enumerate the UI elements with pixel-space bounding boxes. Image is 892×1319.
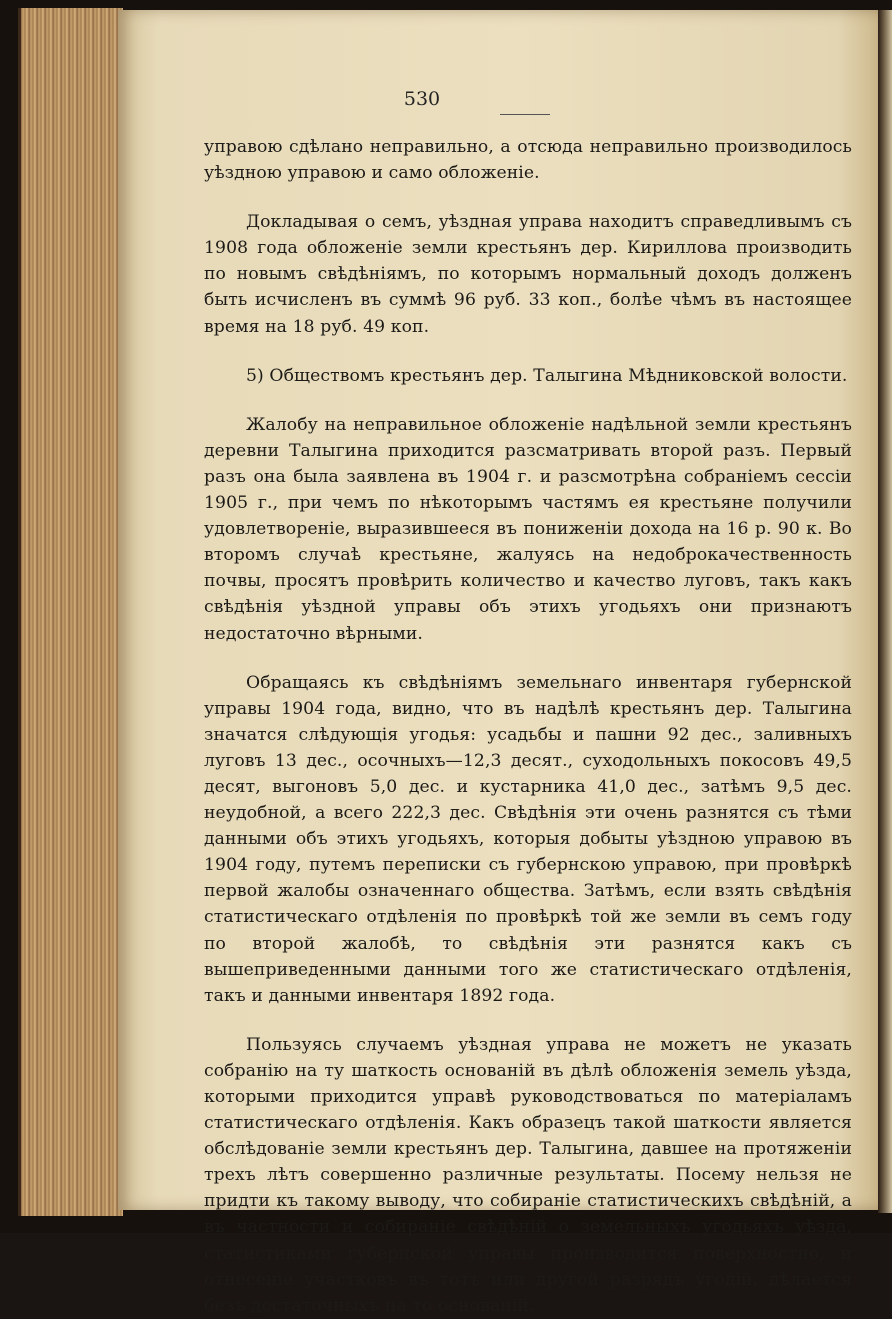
paragraph-4: Обращаясь къ свѣдѣніямъ земельнаго инвентаря губернской управы 1904 года, видно, что въ надѣлѣ крестьянъ дер. Талыгина значатся слѣдующія угодья: усадьбы и пашни 92 дес., заливныхъ луговъ 13 дес., осочныхъ—12,3 десят., суходольныхъ покосовъ 49,5 десят, выгоновъ 5,0 дес. и кустарника 41,0 дес., затѣмъ 9,5 дес. неудобной, а всего 222,3 дес. Свѣдѣнія эти очень разнятся съ тѣми данными объ этихъ угодьяхъ, которыя добыты уѣздною управою въ 1904 году, путемъ переписки съ губернскою управою, при провѣркѣ первой жалобы означеннаго общества. Затѣмъ, если взять свѣдѣнія статистическаго отдѣленія по провѣркѣ той же земли въ семъ году по второй жалобѣ, то свѣдѣнія эти разнятся какъ съ вышеприведенными данными того же статистическаго отдѣленія, такъ и данными инвентаря 1892 года.: [204, 672, 852, 1006]
paragraph-3: Жалобу на неправильное обложеніе надѣльной земли крестьянъ деревни Талыгина приходится разсматривать второй разъ. Первый разъ она была заявлена въ 1904 г. и разсмотрѣна собраніемъ сессіи 1905 г., при чемъ по нѣкоторымъ частямъ ея крестьяне получили удовлетвореніе, выразившееся въ пониженіи дохода на 16 р. 90 к. Во второмъ случаѣ крестьяне, жалуясь на недоброкачественность почвы, просятъ провѣрить количество и качество луговъ, такъ какъ свѣдѣнія уѣздной управы объ этихъ угодьяхъ они признаютъ недостаточно вѣрными.: [204, 414, 852, 644]
paragraph-2: Докладывая о семъ, уѣздная управа находитъ справедливымъ съ 1908 года обложеніе земли крестьянъ дер. Кириллова производить по новымъ свѣдѣніямъ, по которымъ нормальный доходъ долженъ быть исчисленъ въ суммѣ 96 руб. 33 коп., болѣе чѣмъ въ настоящее время на 18 руб. 49 коп.: [204, 212, 852, 337]
paragraph-5: Пользуясь случаемъ уѣздная управа не можетъ не указать собранію на ту шаткость основаній въ дѣлѣ обложенія земель уѣзда, которыми приходится управѣ руководствоваться по матеріаламъ статистическаго отдѣленія. Какъ образецъ такой шаткости является обслѣдованіе земли крестьянъ дер. Талыгина, давшее на протяженіи трехъ лѣтъ совершенно различные результаты. Посему нельзя не придти къ такому выводу, что собираніе статистическихъ свѣдѣній, а въ частности и собираніе свѣдѣній о земельныхъ угодьяхъ уѣзда, статистиками губернской управы производится поверхностно, и отнесеніе участковъ въ тотъ или другой разрядъ угодій, дѣлается безъ достаточныхъ на то основаній.: [204, 1034, 852, 1316]
book-right-edge: [878, 10, 892, 1213]
section-heading: 5) Обществомъ крестьянъ дер. Талыгина Мѣдниковской волости.: [246, 365, 848, 386]
page-number: 530: [403, 88, 441, 110]
body-text: [204, 134, 852, 1319]
page-number-rule: [500, 114, 550, 115]
book-page-edges: [18, 8, 123, 1216]
paragraph-1: управою сдѣлано неправильно, а отсюда неправильно производилось уѣздною управою и само обложеніе.: [204, 137, 852, 184]
